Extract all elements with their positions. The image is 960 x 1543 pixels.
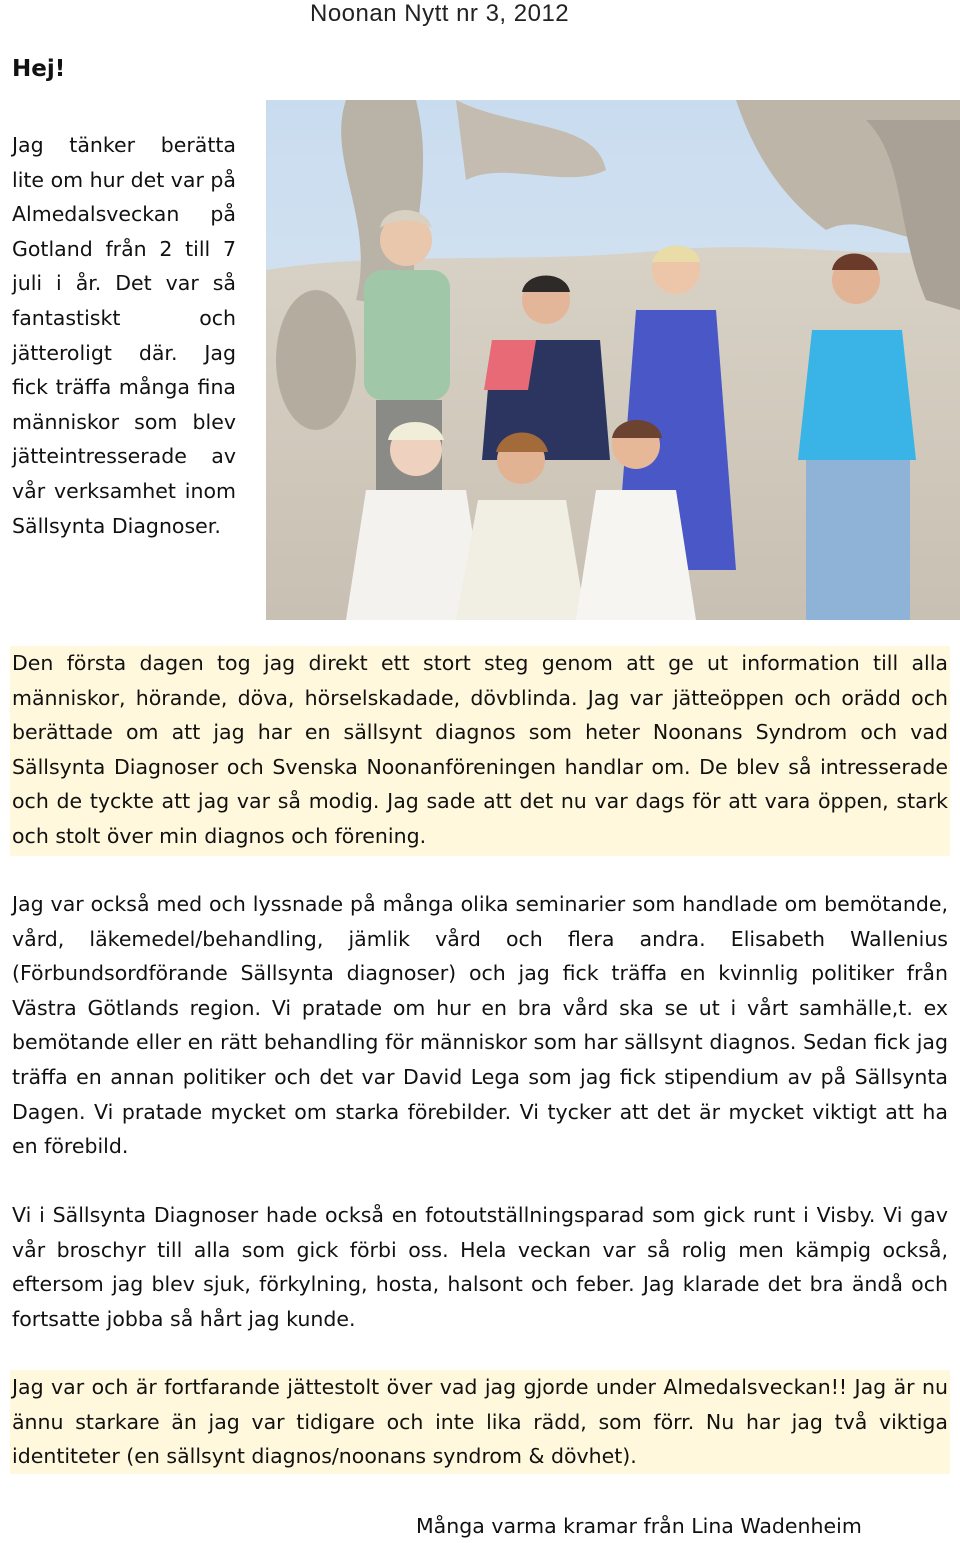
paragraph-first-day: Den första dagen tog jag direkt ett stort steg genom att ge ut information till alla människor, hörande, döva, hörselskadade, dövblinda. Jag var jätteöppen och orädd och berättade om att jag har en sällsynt diagnos som heter Noonans Syndrom och vad Sällsynta Diagnoser och Svenska Noonanföreningen handlar om. De blev så intresserade och de tyckte att jag var så modig. Jag sade att det nu var dags för att vara öppen, stark och stolt över min diagnos och förening.	[10, 646, 950, 856]
greeting-heading: Hej!	[12, 56, 66, 82]
group-photo	[266, 100, 960, 620]
newsletter-header: Noonan Nytt nr 3, 2012	[310, 0, 570, 27]
paragraph-proud: Jag var och är fortfarande jättestolt över vad jag gjorde under Almedalsveckan!! Jag är nu ännu starkare än jag var tidigare och inte lika rädd, som förr. Nu har jag två viktiga identiteter (en sällsynt diagnos/noonans syndrom & dövhet).	[10, 1370, 950, 1474]
intro-paragraph: Jag tänker berätta lite om hur det var på Almedalsveckan på Gotland från 2 till 7 juli i år. Det var så fantastiskt och jätteroligt där. Jag fick träffa många fina människor som blev jätteintresserade av vår verksamhet inom Sällsynta Diagnoser.	[12, 133, 236, 538]
paragraph-seminars: Jag var också med och lyssnade på många olika seminarier som handlade om bemötande, vård, läkemedel/behandling, jämlik vård och flera andra. Elisabeth Wallenius (Förbundsordförande Sällsynta diagnoser) och jag fick träffa en kvinnlig politiker från Västra Götlands region. Vi pratade om hur en bra vård ska se ut i vårt samhälle,t. ex bemötande eller en rätt behandling för människor som har sällsynt diagnos. Sedan fick jag träffa en annan politiker och det var David Lega som jag fick stipendium av på Sällsynta Dagen. Vi pratade mycket om starka förebilder. Vi tycker att det är mycket viktigt att ha en förebild.	[12, 892, 948, 1159]
paragraph-exhibition: Vi i Sällsynta Diagnoser hade också en fotoutställningsparad som gick runt i Visby. Vi gav vår broschyr till alla som gick förbi oss. Hela veckan var så rolig men kämpig också, eftersom jag blev sjuk, förkylning, hosta, halsont och feber. Jag klarade det bra ändå och fortsatte jobba så hårt jag kunde.	[12, 1203, 948, 1331]
signature: Många varma kramar från Lina Wadenheim	[416, 1514, 862, 1538]
